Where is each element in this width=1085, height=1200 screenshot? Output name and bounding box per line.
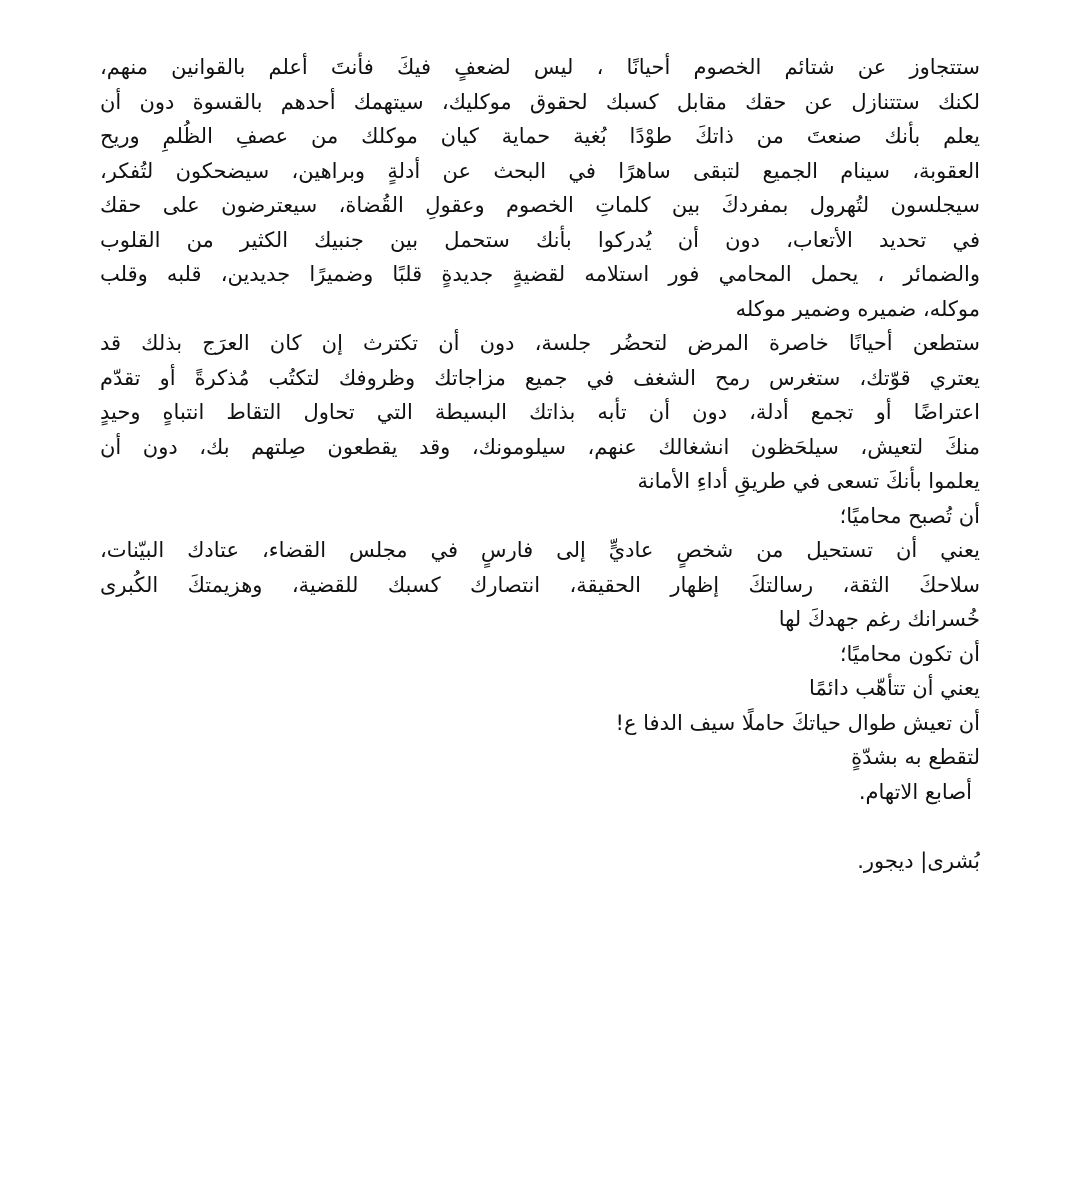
text-line: العقوبة، سينام الجميع لتبقى ساهرًا في البحث عن أدلةٍ وبراهين، سيضحكون لتُفكر، — [100, 158, 980, 183]
text-line: والضمائر ، يحمل المحامي فور استلامه لقضيةٍ جديدةٍ قلبًا وضميرًا جديدين، قلبه وقلب — [100, 262, 980, 286]
text-line: أن تكون محاميًا؛ — [839, 641, 980, 666]
spacer — [100, 809, 980, 844]
text-line: في تحديد الأتعاب، دون أن يُدركوا بأنك ستحمل بين جنبيك الكثير من القلوب — [100, 227, 980, 252]
text-line: يعني أن تتأهّب دائمًا — [809, 676, 980, 700]
text-line: ستتجاوز عن شتائم الخصوم أحيانًا ، ليس لضعفٍ فيكَ فأنتَ أعلم بالقوانين منهم، — [100, 55, 980, 79]
text-line: اعتراضًا أو تجمع أدلة، دون أن تأبه بذاتك البسيطة التي تحاول التقاط انتباهٍ وحيدٍ — [100, 400, 980, 424]
text-line: يعلم بأنك صنعتَ من ذاتكَ طوْدًا بُغية حماية كيان موكلك من عصفِ الظُلمِ وريح — [100, 124, 980, 148]
text-line: منكَ لتعيش، سيلحَظون انشغالك عنهم، سيلومونك، وقد يقطعون صِلتهم بك، دون أن — [100, 434, 980, 459]
text-line: موكله، ضميره وضمير موكله — [735, 296, 980, 321]
text-line: سلاحكَ الثقة، رسالتكَ إظهار الحقيقة، انتصارك كسبك للقضية، وهزيمتكَ الكُبرى — [100, 572, 980, 597]
document-page — [100, 50, 980, 1150]
text-line: يعتري قوّتك، ستغرس رمح الشغف في جميع مزاجاتك وظروفك لتكتُب مُذكرةً أو تقدّم — [100, 365, 980, 390]
text-line: ستطعن أحيانًا خاصرة المرض لتحضُر جلسة، دون أن تكترث إن كان العرَج بذلك قد — [100, 331, 980, 355]
text-line: لكنك ستتنازل عن حقك مقابل كسبك لحقوق موكليك، سيتهمك أحدهم بالقسوة دون أن — [100, 89, 980, 114]
text-line: لتقطع به بشدّةٍ — [851, 745, 980, 769]
text-line: خُسرانك رغم جهدكَ لها — [778, 607, 980, 631]
text-line: أن تُصبح محاميًا؛ — [839, 503, 980, 528]
text-line: يعلموا بأنكَ تسعى في طريقِ أداءِ الأمانة — [637, 469, 980, 493]
text-line: أن تعيش طوال حياتكَ حاملًا سيف الدفا ع! — [615, 710, 980, 735]
text-line: يعني أن تستحيل من شخصٍ عاديٍّ إلى فارسٍ في مجلس القضاء، عتادك البيّنات، — [100, 538, 980, 562]
text-line: سيجلسون لتُهرول بمفردكَ بين كلماتِ الخصوم وعقولِ القُضاة، سيعترضون على حقك — [100, 193, 980, 217]
signature: بُشرى| ديجور. — [857, 848, 980, 873]
text-line: أصابع الاتهام. — [858, 779, 972, 804]
